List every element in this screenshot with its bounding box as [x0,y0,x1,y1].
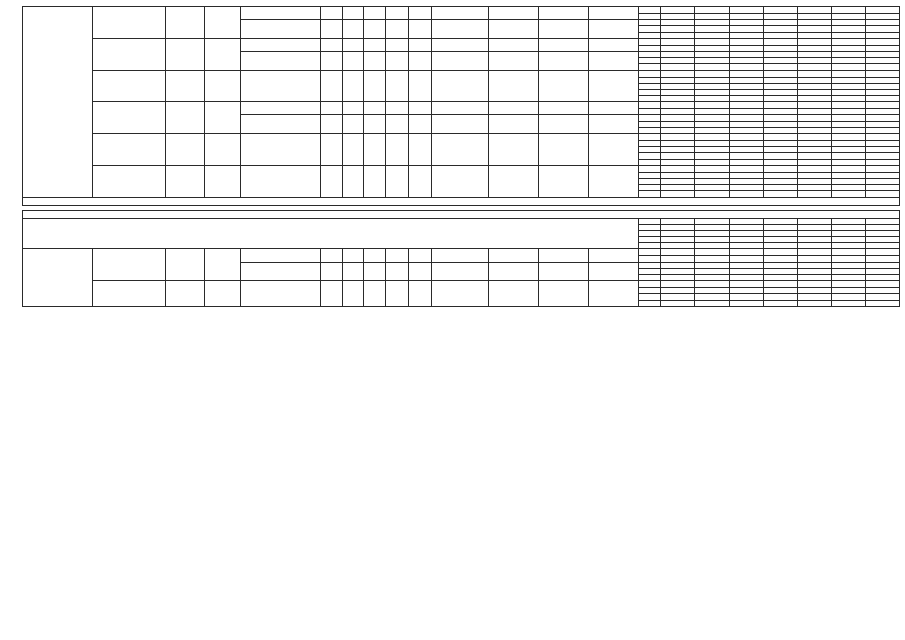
finance-value-cell [831,300,865,306]
period-cell [204,102,240,134]
indicator-unit-cell [320,102,343,115]
indicator-value-cell [538,51,588,70]
indicator-value-cell [588,281,638,307]
group-name-cell [23,7,93,198]
finance-value-cell [865,70,899,77]
period-cell [204,249,240,281]
indicator-value-cell [363,165,386,197]
subprogram-total-label [23,197,900,205]
indicator-unit-cell [320,281,343,307]
indicator-value-cell [538,249,588,262]
indicator-unit-cell [320,38,343,51]
finance-source-cell [638,7,661,14]
finance-value-cell [763,300,797,306]
finance-value-cell [729,134,763,141]
finance-value-cell [695,70,729,77]
activity-name-cell [93,70,166,102]
indicator-name-cell [241,20,321,39]
activity-name-cell [93,102,166,134]
indicator-value-cell [488,115,538,134]
finance-value-cell [865,249,899,256]
indicator-name-cell [241,281,321,307]
finance-source-cell [638,102,661,109]
finance-value-cell [797,7,831,14]
finance-source-cell [638,300,661,306]
indicator-value-cell [386,70,409,102]
indicator-value-cell [363,38,386,51]
finance-value-cell [695,300,729,306]
period-cell [204,281,240,307]
indicator-value-cell [363,51,386,70]
indicator-value-cell [363,249,386,262]
indicator-value-cell [343,115,363,134]
indicator-value-cell [386,20,409,39]
indicator-value-cell [343,7,363,20]
indicator-value-cell [386,38,409,51]
indicator-value-cell [431,38,488,51]
indicator-value-cell [431,51,488,70]
indicator-value-cell [386,262,409,281]
indicator-value-cell [588,20,638,39]
finance-value-cell [831,70,865,77]
finance-source-cell [638,249,661,256]
finance-value-cell [831,165,865,172]
finance-value-cell [695,7,729,14]
indicator-value-cell [588,7,638,20]
finance-value-cell [763,38,797,45]
indicator-value-cell [409,70,432,102]
finance-value-cell [831,102,865,109]
finance-value-cell [797,249,831,256]
finance-source-cell [638,165,661,172]
indicator-value-cell [363,281,386,307]
indicator-value-cell [343,20,363,39]
activity-name-cell [93,165,166,197]
executor-cell [166,165,205,197]
footer-note [0,624,120,630]
indicator-value-cell [588,70,638,102]
indicator-value-cell [386,7,409,20]
period-cell [204,7,240,39]
indicator-value-cell [538,20,588,39]
table-row [23,134,900,141]
indicator-unit-cell [320,70,343,102]
finance-value-cell [763,70,797,77]
indicator-value-cell [588,134,638,166]
indicator-value-cell [488,281,538,307]
indicator-value-cell [363,102,386,115]
indicator-name-cell [241,249,321,262]
indicator-value-cell [538,165,588,197]
indicator-unit-cell [320,7,343,20]
finance-value-cell [865,134,899,141]
indicator-value-cell [343,134,363,166]
indicator-value-cell [409,115,432,134]
finance-value-cell [661,134,695,141]
indicator-value-cell [431,249,488,262]
indicator-value-cell [431,102,488,115]
indicator-value-cell [488,70,538,102]
indicator-value-cell [588,165,638,197]
indicator-value-cell [488,102,538,115]
indicator-unit-cell [320,165,343,197]
finance-value-cell [661,281,695,288]
finance-value-cell [729,300,763,306]
finance-value-cell [831,249,865,256]
indicator-value-cell [386,134,409,166]
finance-value-cell [661,165,695,172]
finance-value-cell [763,249,797,256]
indicator-value-cell [386,165,409,197]
goal-title-cell [23,218,639,249]
indicator-value-cell [538,115,588,134]
executor-cell [166,102,205,134]
indicator-name-cell [241,115,321,134]
finance-value-cell [695,165,729,172]
indicator-value-cell [343,38,363,51]
indicator-value-cell [538,281,588,307]
finance-value-cell [797,38,831,45]
document-sheet [22,6,900,618]
finance-value-cell [831,38,865,45]
indicator-name-cell [241,7,321,20]
finance-value-cell [865,281,899,288]
finance-value-cell [865,7,899,14]
table-row [23,165,900,172]
finance-source-cell [638,281,661,288]
finance-value-cell [763,7,797,14]
indicator-unit-cell [320,262,343,281]
indicator-value-cell [588,115,638,134]
finance-value-cell [729,7,763,14]
indicator-value-cell [488,7,538,20]
indicator-name-cell [241,262,321,281]
finance-source-cell [638,134,661,141]
finance-value-cell [831,134,865,141]
period-cell [204,134,240,166]
indicator-value-cell [538,102,588,115]
indicator-value-cell [409,262,432,281]
indicator-value-cell [363,115,386,134]
period-cell [204,165,240,197]
finance-value-cell [729,165,763,172]
indicator-value-cell [409,7,432,20]
indicator-name-cell [241,51,321,70]
indicator-value-cell [538,134,588,166]
indicator-value-cell [343,165,363,197]
indicator-value-cell [409,281,432,307]
finance-value-cell [729,38,763,45]
indicator-value-cell [431,134,488,166]
finance-value-cell [763,165,797,172]
indicator-value-cell [343,102,363,115]
indicator-value-cell [431,262,488,281]
table-row [23,249,900,256]
indicator-value-cell [409,102,432,115]
group-name-cell [23,249,93,306]
finance-value-cell [865,165,899,172]
indicator-unit-cell [320,134,343,166]
executor-cell [166,7,205,39]
finance-value-cell [729,281,763,288]
indicator-value-cell [488,262,538,281]
indicator-value-cell [386,115,409,134]
finance-value-cell [797,134,831,141]
indicator-value-cell [343,70,363,102]
indicator-unit-cell [320,115,343,134]
finance-value-cell [865,38,899,45]
indicator-value-cell [343,51,363,70]
indicator-value-cell [363,70,386,102]
indicator-unit-cell [320,20,343,39]
finance-value-cell [695,249,729,256]
indicator-value-cell [386,249,409,262]
indicator-value-cell [431,281,488,307]
executor-cell [166,249,205,281]
finance-source-cell [638,70,661,77]
activity-name-cell [93,38,166,70]
finance-value-cell [661,7,695,14]
indicator-name-cell [241,165,321,197]
finance-value-cell [831,281,865,288]
executor-cell [166,134,205,166]
activity-name-cell [93,7,166,39]
indicator-value-cell [538,7,588,20]
subprogram-title-row [23,210,900,218]
finance-value-cell [831,7,865,14]
finance-value-cell [695,38,729,45]
indicator-name-cell [241,134,321,166]
indicator-value-cell [386,281,409,307]
indicator-value-cell [343,262,363,281]
indicator-value-cell [488,51,538,70]
indicator-value-cell [431,165,488,197]
activity-name-cell [93,134,166,166]
finance-value-cell [661,249,695,256]
indicator-value-cell [588,51,638,70]
executor-cell [166,281,205,307]
indicator-value-cell [343,249,363,262]
table-row [23,38,900,45]
indicator-value-cell [488,38,538,51]
indicator-unit-cell [320,51,343,70]
executor-cell [166,70,205,102]
indicator-value-cell [488,134,538,166]
indicator-value-cell [409,134,432,166]
finance-value-cell [797,281,831,288]
indicator-value-cell [588,38,638,51]
indicator-value-cell [409,20,432,39]
finance-value-cell [797,165,831,172]
table-row [23,281,900,288]
indicator-value-cell [363,20,386,39]
period-cell [204,70,240,102]
executor-cell [166,38,205,70]
finance-value-cell [797,300,831,306]
period-cell [204,38,240,70]
finance-value-cell [695,134,729,141]
program-activities-table [22,6,900,307]
indicator-value-cell [431,115,488,134]
finance-value-cell [661,102,695,109]
table-row [23,102,900,109]
finance-value-cell [797,102,831,109]
table-row [23,70,900,77]
finance-value-cell [729,102,763,109]
subprogram-title [23,210,900,218]
finance-value-cell [661,70,695,77]
finance-source-cell [638,38,661,45]
indicator-name-cell [241,102,321,115]
activity-name-cell [93,281,166,307]
activity-name-cell [93,249,166,281]
indicator-value-cell [409,38,432,51]
indicator-value-cell [363,262,386,281]
indicator-value-cell [431,20,488,39]
indicator-value-cell [431,70,488,102]
indicator-value-cell [386,51,409,70]
finance-value-cell [797,70,831,77]
finance-value-cell [865,102,899,109]
indicator-name-cell [241,70,321,102]
finance-value-cell [661,300,695,306]
indicator-value-cell [363,134,386,166]
finance-value-cell [695,281,729,288]
indicator-value-cell [538,262,588,281]
indicator-value-cell [409,51,432,70]
indicator-value-cell [488,20,538,39]
indicator-value-cell [588,262,638,281]
indicator-value-cell [343,281,363,307]
finance-value-cell [661,38,695,45]
indicator-value-cell [588,102,638,115]
indicator-value-cell [538,38,588,51]
subprogram-total-row [23,197,900,205]
indicator-value-cell [386,102,409,115]
finance-value-cell [865,300,899,306]
finance-value-cell [695,102,729,109]
indicator-value-cell [538,70,588,102]
indicator-value-cell [588,249,638,262]
indicator-name-cell [241,38,321,51]
finance-value-cell [763,281,797,288]
indicator-value-cell [409,165,432,197]
indicator-value-cell [409,249,432,262]
indicator-value-cell [488,165,538,197]
indicator-unit-cell [320,249,343,262]
indicator-value-cell [488,249,538,262]
finance-value-cell [763,102,797,109]
indicator-value-cell [363,7,386,20]
finance-value-cell [763,134,797,141]
finance-value-cell [729,249,763,256]
finance-value-cell [729,70,763,77]
table-row [23,7,900,14]
indicator-value-cell [431,7,488,20]
